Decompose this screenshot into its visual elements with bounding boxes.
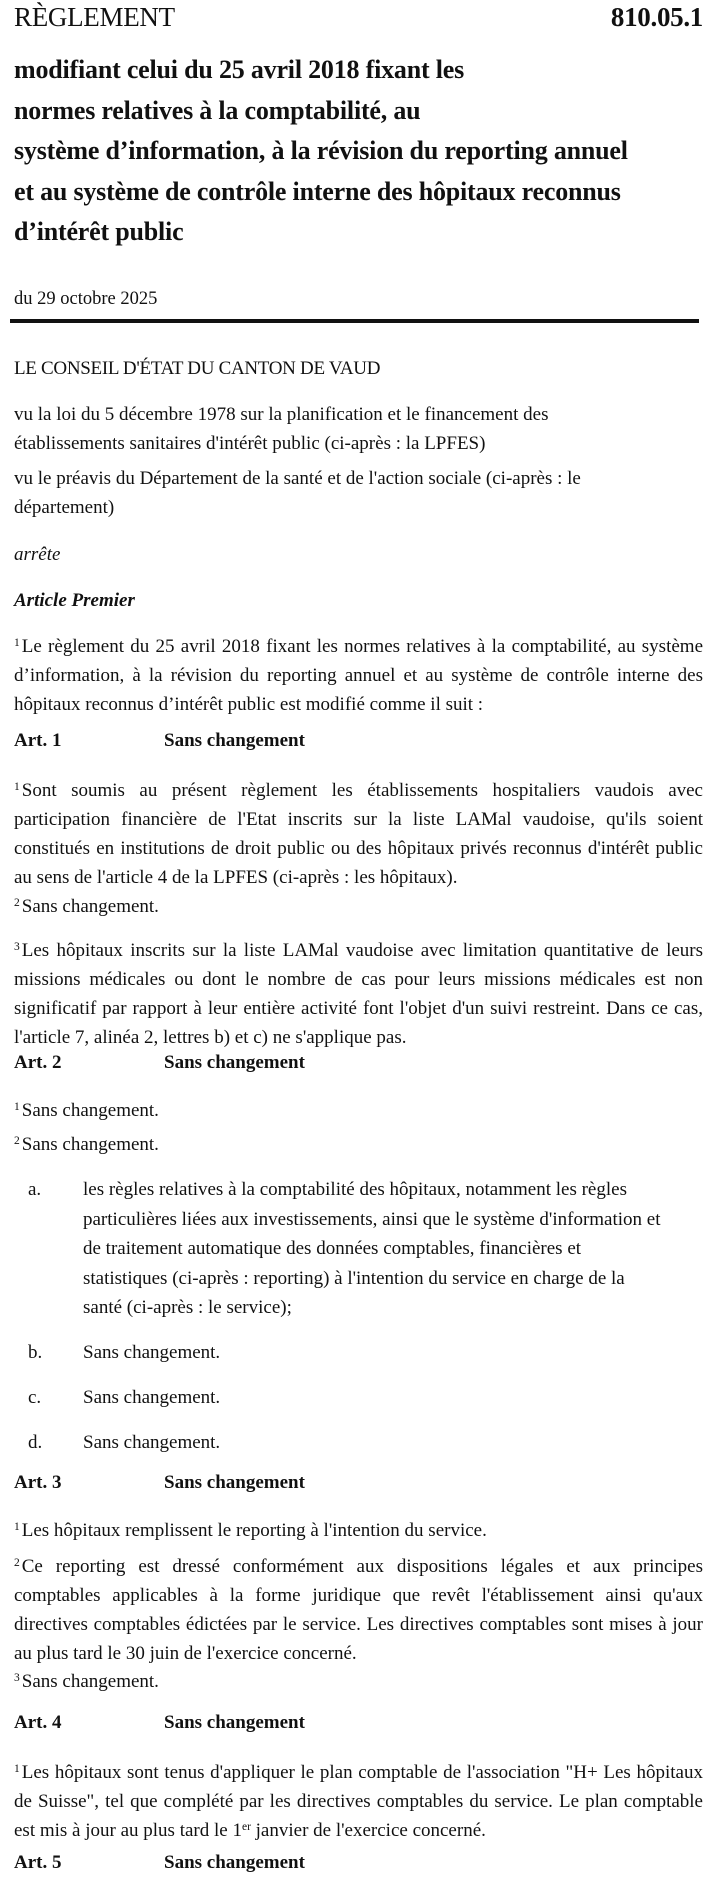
article-number: Art. 1: [14, 730, 62, 751]
list-text: Sans changement.: [83, 1387, 221, 1408]
consideration-law: vu la loi du 5 décembre 1978 sur la planification et le financement des établissements sanitaires d'intérêt public (ci-après : la LPFES): [14, 404, 549, 454]
consideration-preavis: vu le préavis du Département de la santé et de l'action sociale (ci-après : le département): [14, 468, 581, 518]
article-2-list-item-b: [14, 1338, 703, 1367]
article-premier-heading: Article Premier: [14, 590, 135, 611]
article-2-list-item-a: [14, 1175, 703, 1323]
document-date: du 29 octobre 2025: [14, 289, 158, 309]
paragraph-number: 2: [14, 897, 20, 909]
article-premier-paragraph-1: $^1$ Le règlement du 25 avril 2018 fixant les normes relatives à la comptabilité, au système d’information, à la révision du reporting annuel et au système de contrôle interne des hôpitaux reconnus d’intérêt public est modifié comme il suit :: [14, 636, 703, 715]
article-4-paragraph-1: $^1$ Les hôpitaux sont tenus d'appliquer le plan comptable de l'association "H+ Les hôpitaux de Suisse", tel que complété par les directives comptables du service. Le plan comptable est mis à jour au plus tard le 1er janvier de l'exercice concerné.: [14, 1762, 703, 1841]
article-number: Art. 5: [14, 1852, 62, 1873]
article-title: Sans changement: [164, 730, 305, 751]
article-title: Sans changement: [164, 1052, 305, 1073]
list-letter: b.: [28, 1342, 43, 1363]
document-title: [14, 50, 703, 253]
list-text: Sans changement.: [83, 1432, 221, 1453]
document-number: 810.05.1: [610, 2, 703, 32]
issuing-authority: LE CONSEIL D'ÉTAT DU CANTON DE VAUD: [14, 358, 381, 379]
title-line: modifiant celui du 25 avril 2018 fixant les: [14, 55, 465, 84]
article-number: Art. 4: [14, 1712, 62, 1733]
document-type: RÈGLEMENT: [14, 2, 175, 32]
article-3-paragraph-1: $^1$ Les hôpitaux remplissent le reporting à l'intention du service.: [14, 1520, 487, 1541]
header-divider: [10, 319, 699, 323]
article-number: Art. 3: [14, 1472, 62, 1493]
title-line: et au système de contrôle interne des hôpitaux reconnus: [14, 176, 621, 206]
paragraph-number: 1: [14, 1763, 20, 1775]
list-letter: d.: [28, 1432, 43, 1453]
list-text: Sans changement.: [83, 1342, 221, 1363]
paragraph-number: 1: [14, 1101, 20, 1113]
paragraph-number: 3: [14, 1672, 20, 1684]
paragraph-number: 2: [14, 1135, 20, 1147]
title-line: normes relatives à la comptabilité, au: [14, 95, 421, 125]
decree-word: arrête: [14, 544, 61, 565]
paragraph-number: 2: [14, 1557, 20, 1569]
article-1-heading: [14, 730, 703, 752]
list-letter: c.: [28, 1387, 42, 1408]
title-line: d’intérêt public: [14, 217, 184, 246]
article-title: Sans changement: [164, 1852, 305, 1873]
article-4-heading: [14, 1712, 703, 1734]
article-title: Sans changement: [164, 1472, 305, 1493]
article-2-paragraph-2: $^2$ Sans changement.: [14, 1134, 159, 1155]
paragraph-number: 1: [14, 1521, 20, 1533]
paragraph-number: 3: [14, 941, 20, 953]
article-2-list-item-c: [14, 1383, 703, 1412]
article-3-paragraph-3: $^3$ Sans changement.: [14, 1671, 159, 1692]
article-3-heading: [14, 1472, 703, 1494]
article-3-paragraph-2: $^2$ Ce reporting est dressé conformément aux dispositions légales et aux principes comptables applicables à la forme juridique que revêt l'établissement ainsi qu'aux directives comptables édictées par le service. Les directives comptables sont mises à jour au plus tard le 30 juin de l'exercice concerné.: [14, 1556, 703, 1664]
title-line: système d’information, à la révision du reporting annuel: [14, 136, 628, 165]
list-letter: a.: [28, 1179, 42, 1200]
list-text: les règles relatives à la comptabilité des hôpitaux, notamment les règles particulières liées aux investissements, ainsi que le système d'information et de traitement automatique des données comptables, financières et statistiques (ci-après : reporting) à l'intention du service en charge de la santé (ci-après : le service);: [83, 1179, 661, 1318]
article-2-list-item-d: [14, 1428, 703, 1457]
article-2-heading: [14, 1052, 703, 1074]
article-2-paragraph-1: $^1$ Sans changement.: [14, 1100, 159, 1121]
article-number: Art. 2: [14, 1052, 62, 1073]
article-title: Sans changement: [164, 1712, 305, 1733]
ordinal-suffix: er: [241, 1821, 251, 1833]
article-1-paragraph-1: $^1$ Sont soumis au présent règlement les établissements hospitaliers vaudois avec participation financière de l'Etat inscrits sur la liste LAMal vaudoise, qu'ils soient constitués en institutions de droit public ou des hôpitaux privés reconnus d'intérêt public au sens de l'article 4 de la LPFES (ci-après : les hôpitaux).: [14, 780, 703, 888]
paragraph-number: 1: [14, 781, 20, 793]
document-header: [14, 2, 703, 33]
paragraph-number: 1: [14, 637, 20, 649]
article-5-heading: [14, 1852, 703, 1874]
article-1-paragraph-2: $^2$ Sans changement.: [14, 896, 159, 917]
article-1-paragraph-3: $^3$ Les hôpitaux inscrits sur la liste LAMal vaudoise avec limitation quantitative de leurs missions médicales ou dont le nombre de cas pour leurs missions médicales est non significatif par rapport à leur entière activité font l'objet d'un suivi restreint. Dans ce cas, l'article 7, alinéa 2, lettres b) et c) ne s'applique pas.: [14, 940, 703, 1048]
